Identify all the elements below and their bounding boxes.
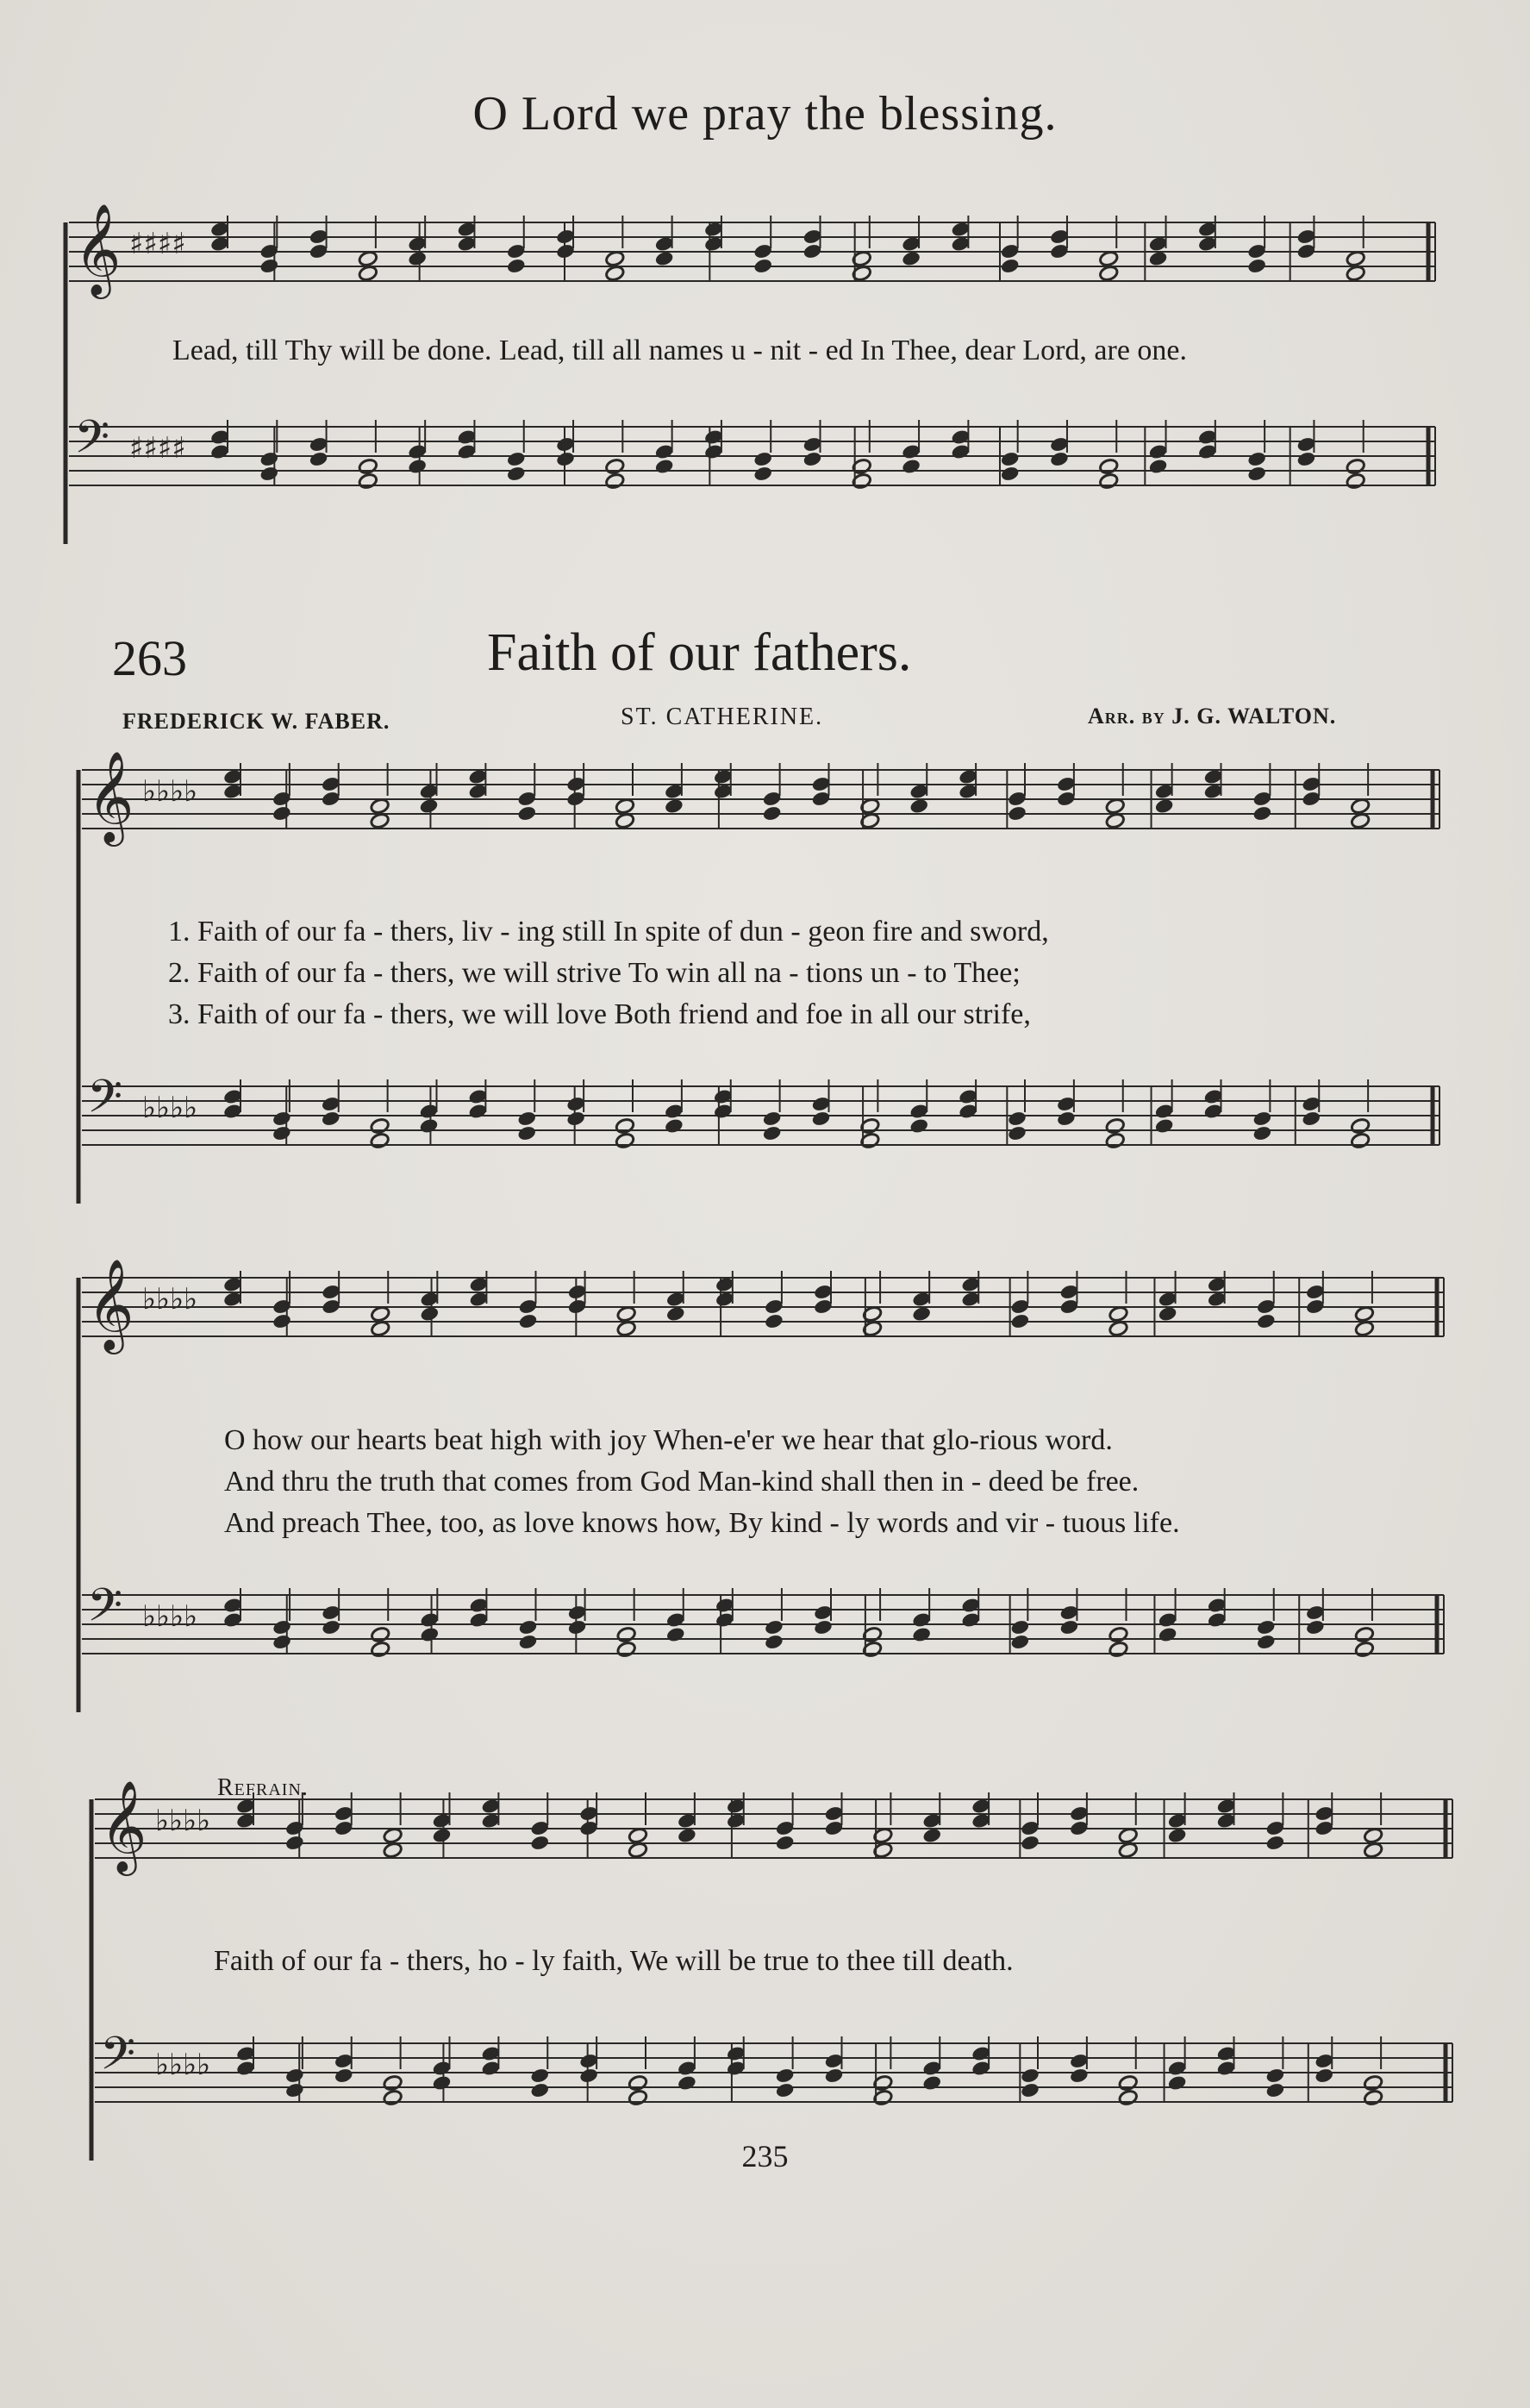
note-head [616,1626,637,1643]
note-head [370,1626,390,1643]
author-credit: FREDERICK W. FABER. [122,709,390,734]
note-head [901,458,921,475]
note-head [824,2067,845,2085]
note-head [1314,2067,1334,2085]
note-head [1346,472,1366,490]
treble-clef: 𝄞 [100,1779,147,1872]
note-head [909,1117,929,1135]
key-signature: ♭♭♭♭ [142,1599,198,1634]
note-head [1000,466,1021,483]
note-head [1246,258,1267,275]
note-head [578,2067,599,2085]
note-head [605,472,626,490]
note-head [664,797,684,815]
note-head [506,466,527,483]
verse-2-line-2: And thru the truth that comes from God Man-kind shall then in - deed be free. [224,1466,1140,1498]
note-head [1167,2074,1188,2092]
note-head [1010,1619,1031,1636]
note-head [677,2074,697,2092]
refrain-lyrics: Faith of our fa - thers, ho - ly faith, We will be true to thee till death. [214,1945,1014,1977]
note-head [358,458,378,475]
note-head [911,1626,932,1643]
note-head [764,1619,784,1636]
note-head [1007,1125,1027,1142]
note-head [1296,451,1317,468]
note-head [764,1313,784,1330]
note-head [516,805,537,822]
note-head [1020,2082,1040,2099]
note-head [1158,1305,1178,1323]
note-head [1346,458,1366,475]
note-head [1252,1125,1273,1142]
note-head [921,1827,942,1844]
note-head [420,1305,440,1323]
note-head [1049,451,1070,468]
verse-2-line-1: 2. Faith of our fa - thers, we will strive To win all na - tions un - to Thee; [168,957,1021,989]
note-head [358,250,378,267]
note-head [1105,1132,1126,1149]
note-head [654,458,675,475]
note-head [518,1313,539,1330]
note-head [762,1110,783,1128]
note-head [1354,1641,1375,1658]
note-head [1000,258,1021,275]
note-head [1363,2089,1383,2106]
note-head [1354,1305,1375,1323]
note-head [911,1305,932,1323]
note-head [407,458,428,475]
note-head [272,1634,292,1651]
page-number: 235 [741,2139,789,2173]
note-head [616,1305,637,1323]
note-head [1105,812,1126,829]
tune-name: ST. CATHERINE. [621,704,824,730]
note-head [1108,1305,1129,1323]
note-head [753,466,773,483]
note-head [1301,1110,1321,1128]
note-head [901,250,921,267]
note-head [605,265,626,282]
note-head [615,1132,635,1149]
note-head [1305,1619,1326,1636]
note-head [529,2067,550,2085]
note-head [383,1842,403,1859]
note-head [921,2074,942,2092]
note-head [1118,1842,1139,1859]
verse-1-line-1: 1. Faith of our fa - thers, liv - ing still In spite of dun - geon fire and sword, [168,916,1049,948]
note-head [628,2074,648,2092]
hymn-title: Faith of our fathers. [487,623,912,682]
note-head [272,1110,292,1128]
key-signature: ♭♭♭♭ [142,774,198,809]
note-head [516,1125,537,1142]
note-head [272,1619,292,1636]
note-head [272,805,292,822]
treble-clef: 𝄞 [87,1258,134,1350]
bass-clef: 𝄢 [100,2028,136,2092]
note-head [370,1305,390,1323]
note-head [1158,1626,1178,1643]
note-head [1346,265,1366,282]
note-head [1098,472,1119,490]
note-head [407,250,428,267]
note-head [370,812,390,829]
note-head [1265,1835,1286,1852]
note-head [1069,2067,1090,2085]
key-signature: ♯♯♯♯ [129,227,186,261]
note-head [567,1619,588,1636]
note-head [518,1634,539,1651]
note-head [565,1110,586,1128]
note-head [753,451,773,468]
note-head [370,1132,390,1149]
note-head [1246,466,1267,483]
note-head [1007,1110,1027,1128]
verse-3-line-2: And preach Thee, too, as love knows how, By kind - ly words and vir - tuous life. [224,1507,1180,1539]
verse-1-line-2: O how our hearts beat high with joy When-e'er we hear that glo-rious word. [224,1424,1113,1456]
note-head [1363,1827,1383,1844]
note-head [1256,1634,1277,1651]
note-head [284,2067,305,2085]
note-head [1246,451,1267,468]
note-head [1265,2082,1286,2099]
treble-clef: 𝄞 [74,203,122,295]
arranger-credit: Arr. by J. G. WALTON. [1088,704,1337,729]
note-head [764,1634,784,1651]
note-head [665,1305,686,1323]
note-head [1108,1320,1129,1337]
previous-hymn-lyrics: Lead, till Thy will be done. Lead, till all names u - nit - ed In Thee, dear Lord, are one. [172,335,1188,366]
note-head [1000,451,1021,468]
note-head [506,258,527,275]
bass-clef: 𝄢 [87,1579,123,1643]
note-head [272,1313,292,1330]
note-head [370,797,390,815]
note-head [1105,797,1126,815]
note-head [309,451,329,468]
note-head [677,1827,697,1844]
note-head [1098,265,1119,282]
note-head [1256,1619,1277,1636]
note-head [383,2089,403,2106]
note-head [1098,458,1119,475]
note-head [1167,1827,1188,1844]
note-head [1108,1626,1129,1643]
note-head [383,1827,403,1844]
note-head [1354,1626,1375,1643]
note-head [516,1110,537,1128]
note-head [802,451,823,468]
key-signature: ♯♯♯♯ [129,431,186,466]
note-head [358,472,378,490]
note-head [358,265,378,282]
note-head [419,1117,440,1135]
note-head [529,1835,550,1852]
note-head [628,1842,648,1859]
note-head [432,1827,453,1844]
note-head [665,1626,686,1643]
note-head [762,805,783,822]
note-head [1350,812,1371,829]
treble-clef: 𝄞 [87,750,134,842]
note-head [1010,1313,1031,1330]
refrain-label: Refrain. [217,1774,309,1801]
note-head [321,1110,341,1128]
note-head [432,2074,453,2092]
note-head [1252,805,1273,822]
bass-clef: 𝄢 [74,411,110,475]
note-head [1252,1110,1273,1128]
note-head [615,1117,635,1135]
note-head [272,1125,292,1142]
bass-clef: 𝄢 [87,1071,123,1135]
verse-3-line-1: 3. Faith of our fa - thers, we will love Both friend and foe in all our strife, [168,998,1031,1030]
note-head [1354,1320,1375,1337]
note-head [654,250,675,267]
note-head [529,2082,550,2099]
key-signature: ♭♭♭♭ [142,1091,198,1125]
key-signature: ♭♭♭♭ [142,1282,198,1317]
note-head [811,1110,832,1128]
note-head [1363,1842,1383,1859]
note-head [259,466,280,483]
note-head [628,2089,648,2106]
note-head [1154,797,1175,815]
note-head [813,1619,834,1636]
note-head [370,1320,390,1337]
note-head [284,2082,305,2099]
note-head [1118,2089,1139,2106]
previous-hymn-title: O Lord we pray the blessing. [472,87,1058,141]
note-head [284,1835,305,1852]
note-head [1346,250,1366,267]
note-head [909,797,929,815]
note-head [664,1117,684,1135]
note-head [321,1619,341,1636]
note-head [1256,1313,1277,1330]
note-head [616,1641,637,1658]
note-head [1108,1641,1129,1658]
note-head [615,797,635,815]
note-head [259,258,280,275]
note-head [616,1320,637,1337]
note-head [555,451,576,468]
note-head [1098,250,1119,267]
note-head [1010,1634,1031,1651]
note-head [1350,1117,1371,1135]
note-head [605,250,626,267]
note-head [383,2074,403,2092]
note-head [775,1835,796,1852]
note-head [1118,1827,1139,1844]
note-head [1154,1117,1175,1135]
note-head [1020,2067,1040,2085]
note-head [615,812,635,829]
note-head [518,1619,539,1636]
note-head [506,451,527,468]
key-signature: ♭♭♭♭ [155,2048,211,2082]
note-head [1020,1835,1040,1852]
hymn-number: 263 [112,630,187,686]
note-head [775,2067,796,2085]
note-head [1363,2074,1383,2092]
note-head [775,2082,796,2099]
note-head [1350,797,1371,815]
note-head [1007,805,1027,822]
note-head [420,1626,440,1643]
note-head [1105,1117,1126,1135]
note-head [334,2067,354,2085]
note-head [370,1641,390,1658]
note-head [1148,250,1169,267]
note-head [1056,1110,1077,1128]
note-head [762,1125,783,1142]
note-head [753,258,773,275]
note-head [1265,2067,1286,2085]
note-head [1350,1132,1371,1149]
note-head [1059,1619,1080,1636]
note-head [605,458,626,475]
note-head [370,1117,390,1135]
note-head [419,797,440,815]
key-signature: ♭♭♭♭ [155,1804,211,1838]
note-head [259,451,280,468]
note-head [628,1827,648,1844]
note-head [1148,458,1169,475]
note-head [1118,2074,1139,2092]
